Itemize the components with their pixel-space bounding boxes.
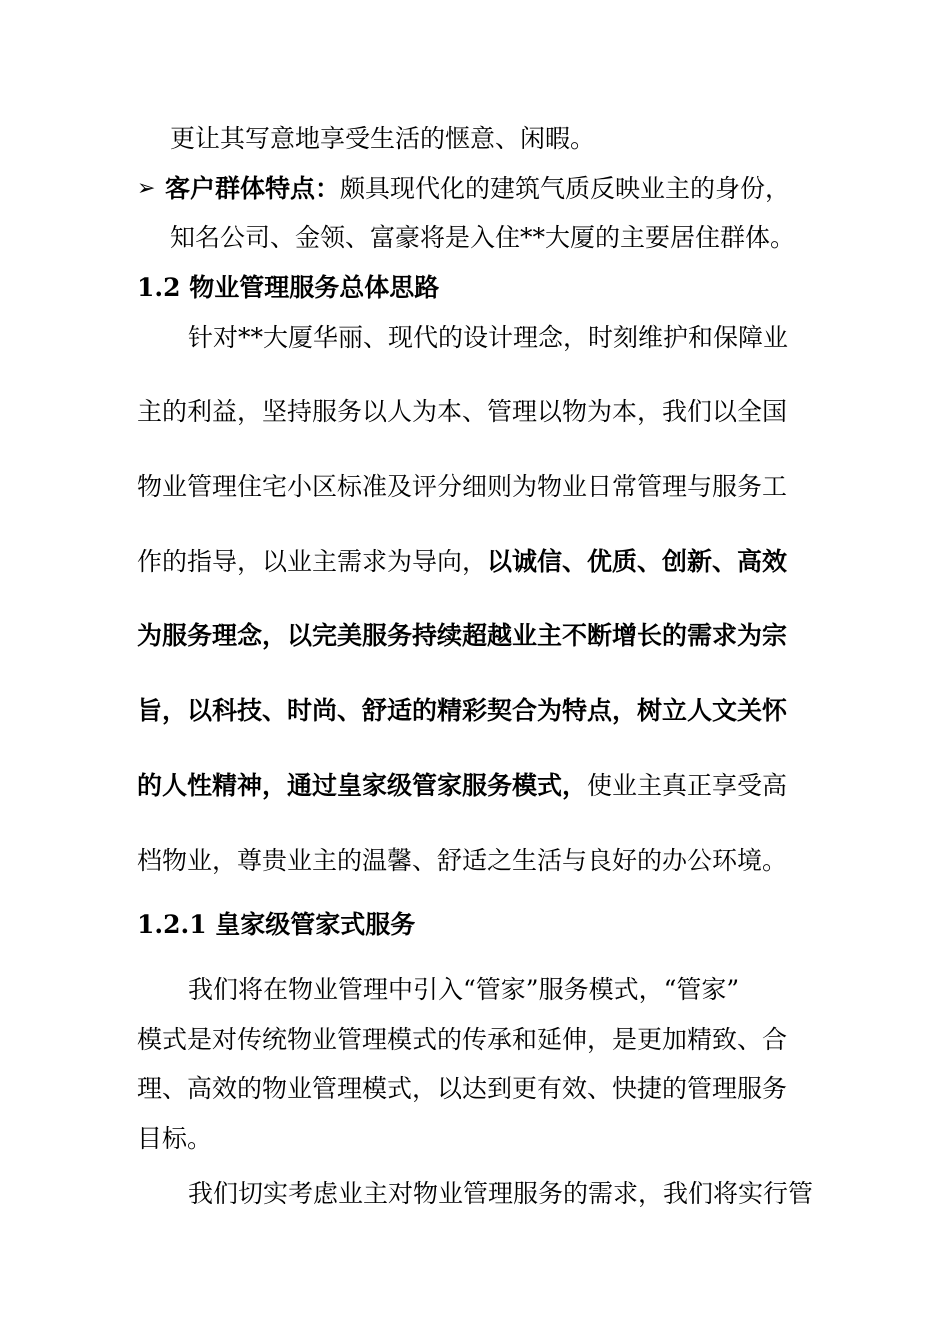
- paragraph-text: 作的指导，以业主需求为导向，: [137, 547, 488, 576]
- paragraph-bold-text: 以诚信、优质、创新、高效: [487, 547, 788, 576]
- bullet-label: 客户群体特点：: [165, 174, 341, 203]
- paragraph-line: 主的利益，坚持服务以人为本、管理以物为本，我们以全国: [137, 397, 788, 426]
- bullet-text: 颇具现代化的建筑气质反映业主的身份，: [340, 174, 791, 203]
- paragraph-line: [137, 546, 787, 578]
- arrowhead-bullet-icon: ➢: [137, 176, 156, 201]
- paragraph-bold-text: 的人性精神，通过皇家级管家服务模式，: [137, 771, 588, 800]
- paragraph-line: 档物业，尊贵业主的温馨、舒适之生活与良好的办公环境。: [137, 846, 788, 875]
- section-heading-1-2: 1.2 物业管理服务总体思路: [137, 273, 440, 302]
- text-line: 知名公司、金领、富豪将是入住**大厦的主要居住群体。: [170, 223, 796, 252]
- paragraph-line: 我们将在物业管理中引入“管家”服务模式，“管家”: [188, 975, 740, 1004]
- paragraph-bold-line: 旨，以科技、时尚、舒适的精彩契合为特点，树立人文关怀: [137, 696, 788, 725]
- paragraph-line: 针对**大厦华丽、现代的设计理念，时刻维护和保障业: [188, 323, 789, 352]
- text-line: 更让其写意地享受生活的惬意、闲暇。: [170, 124, 596, 153]
- bullet-line: [165, 173, 790, 205]
- paragraph-line: [137, 770, 787, 802]
- paragraph-line: 目标。: [137, 1124, 213, 1153]
- paragraph-line: 我们切实考虑业主对物业管理服务的需求，我们将实行管: [188, 1179, 814, 1208]
- paragraph-bold-line: 为服务理念，以完美服务持续超越业主不断增长的需求为宗: [137, 621, 788, 650]
- section-heading-1-2-1: 1.2.1 皇家级管家式服务: [137, 910, 416, 939]
- paragraph-line: 理、高效的物业管理模式，以达到更有效、快捷的管理服务: [137, 1074, 788, 1103]
- paragraph-text: 使业主真正享受高: [587, 771, 788, 800]
- paragraph-line: 物业管理住宅小区标准及评分细则为物业日常管理与服务工: [137, 472, 788, 501]
- paragraph-line: 模式是对传统物业管理模式的传承和延伸，是更加精致、合: [137, 1025, 788, 1054]
